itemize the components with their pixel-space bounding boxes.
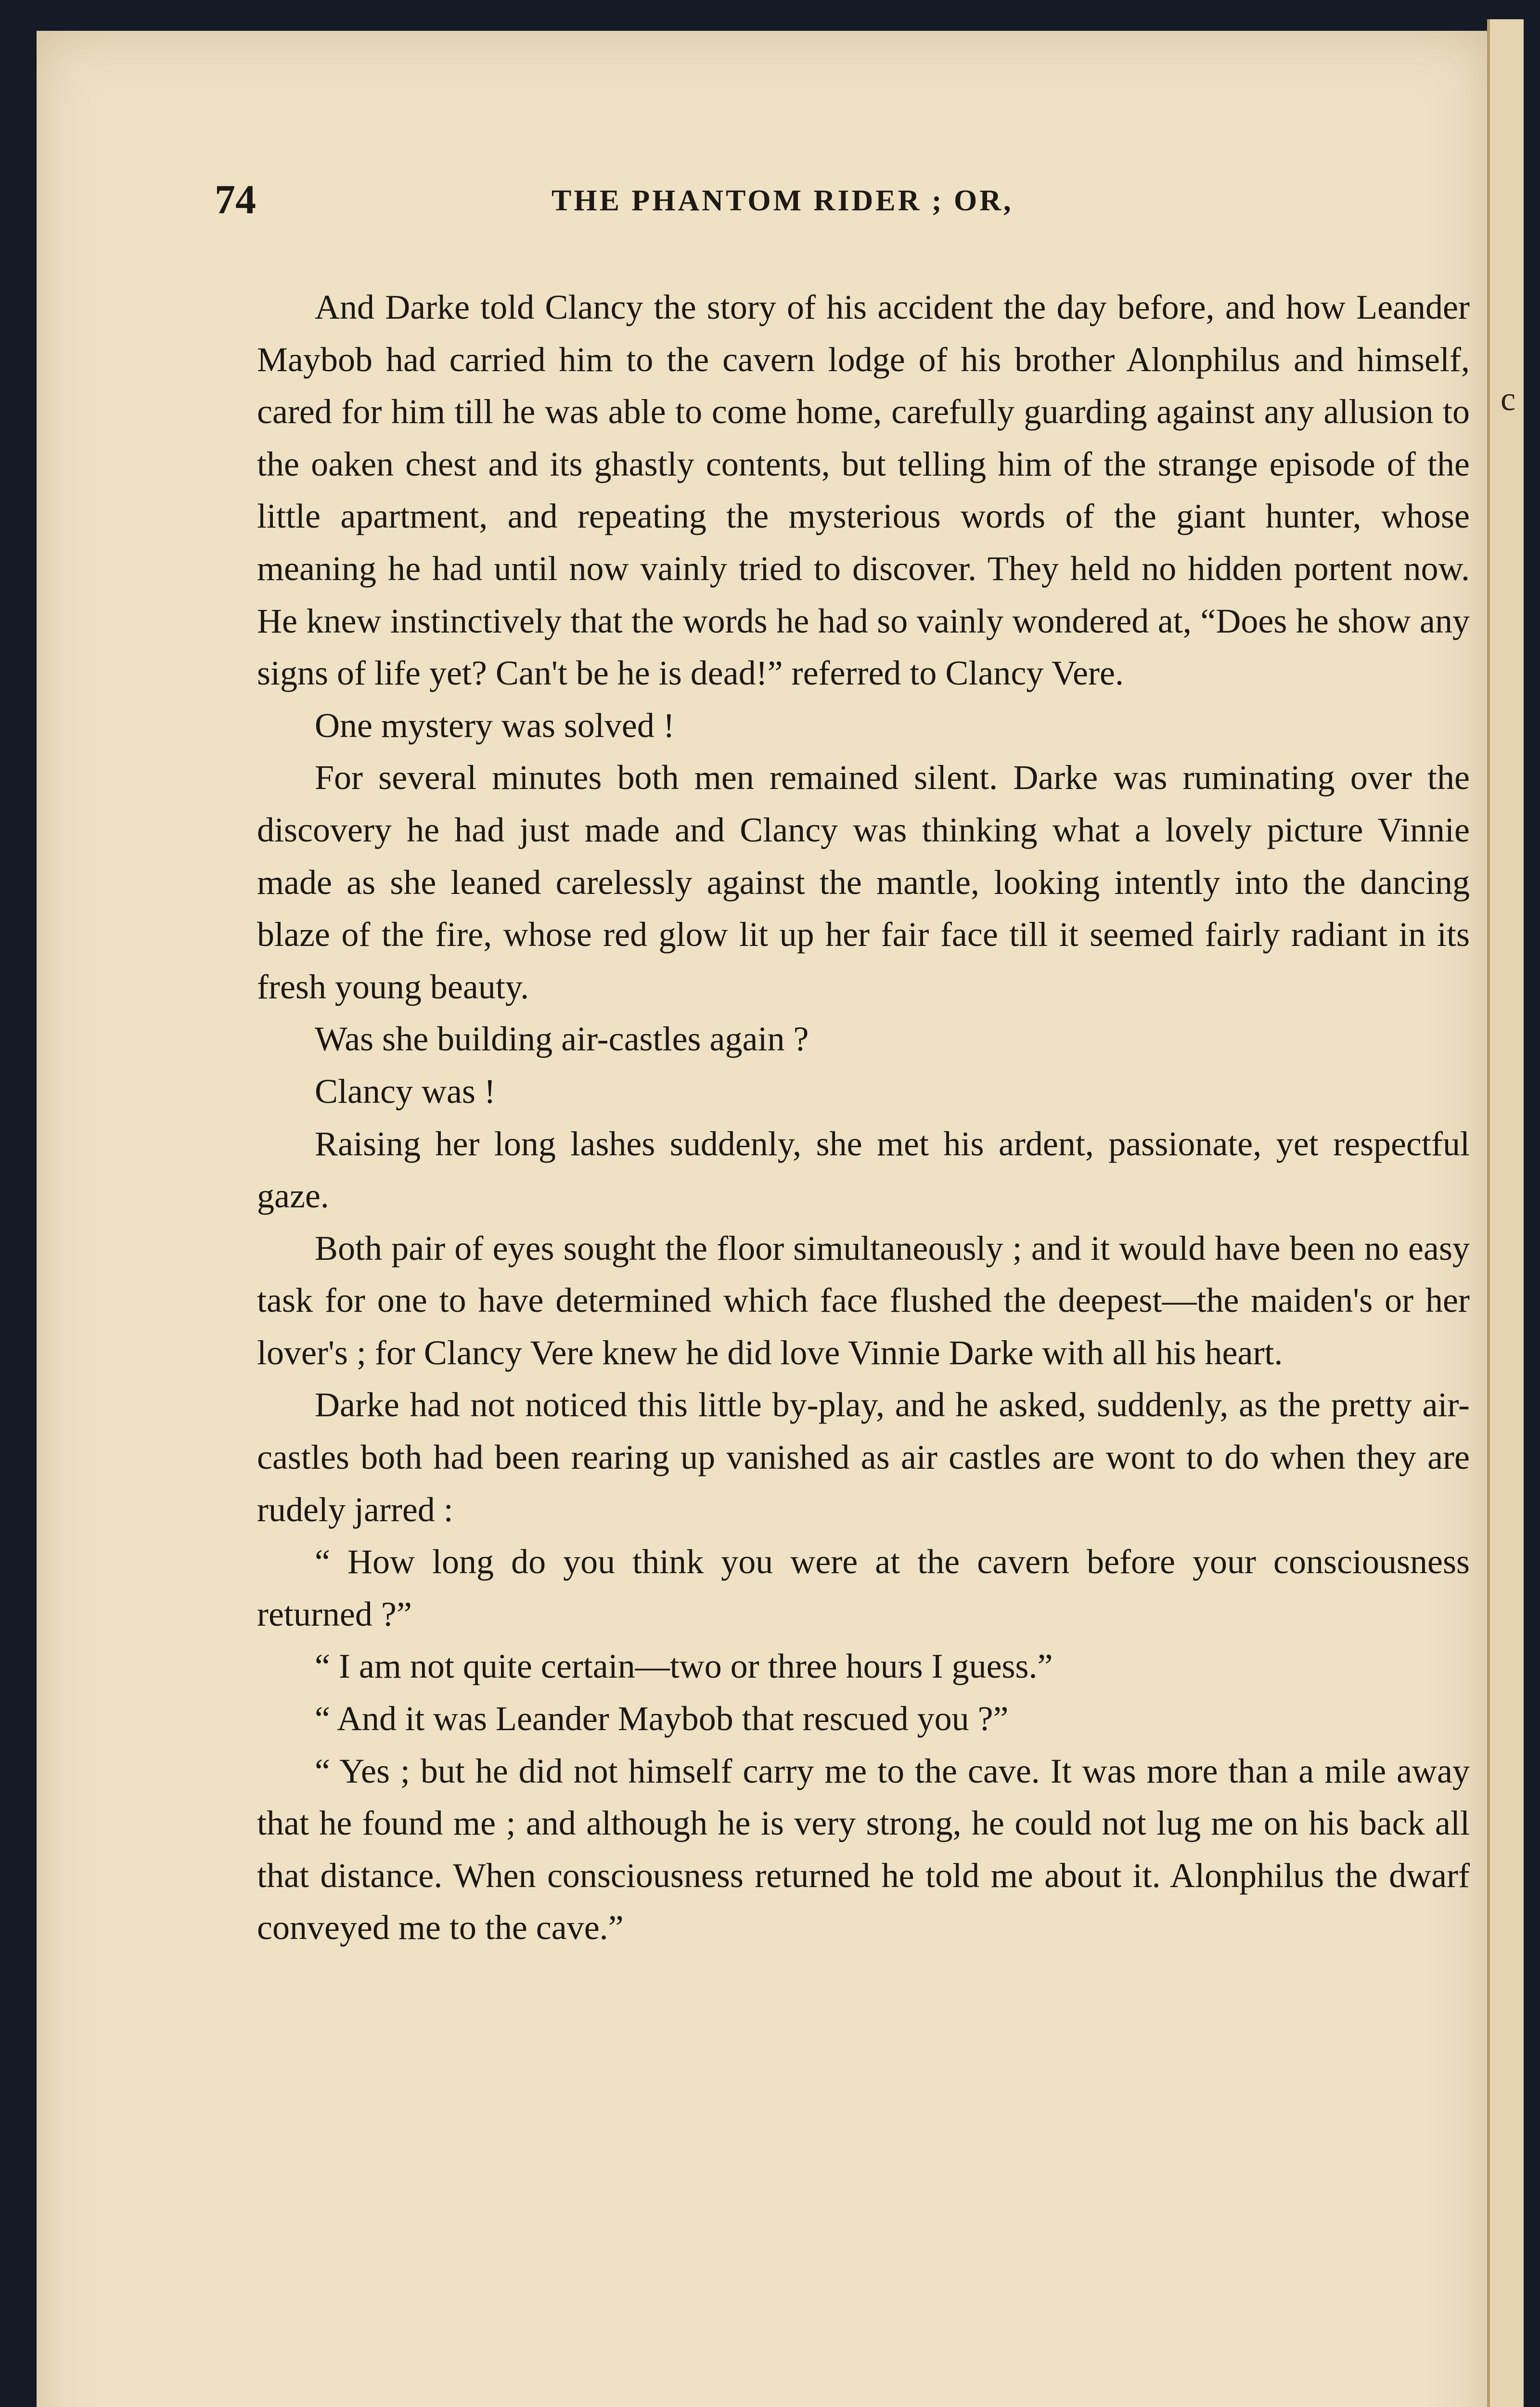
paragraph: “ And it was Leander Maybob that rescued you ?” <box>315 1699 1009 1738</box>
page-header <box>215 175 1466 228</box>
paragraph: Both pair of eyes sought the floor simultaneously ; and it would have been no easy task for one to have determined which face flushed the deepest—the maiden's or her lover's ; for Clancy Vere knew he did love Vinnie Darke with all his heart. <box>257 1229 1470 1372</box>
paragraph: For several minutes both men remained silent. Darke was ruminating over the discovery he had just made and Clancy was thinking what a lovely picture Vinnie made as she leaned carelessly against the mantle, looking intently into the dancing blaze of the fire, whose red glow lit up her fair face till it seemed fairly radiant in its fresh young beauty. <box>257 758 1470 1006</box>
facing-page-edge <box>1487 19 1524 2407</box>
body-text <box>257 281 1470 1954</box>
book-page <box>37 31 1487 2407</box>
paragraph: And Darke told Clancy the story of his accident the day before, and how Leander Maybob had carried him to the cavern lodge of his brother Alonphilus and himself, cared for him till he was able to come home, carefully guarding against any allusion to the oaken chest and its ghastly contents, but telling him of the strange episode of the little apartment, and repeating the mysterious words of the giant hunter, whose meaning he had until now vainly tried to discover. They held no hidden portent now. He knew instinctively that the words he had so vainly wondered at, “Does he show any signs of life yet? Can't be he is dead!” referred to Clancy Vere. <box>257 288 1470 693</box>
running-title: THE PHANTOM RIDER ; OR, <box>552 184 1014 217</box>
paragraph: “ How long do you think you were at the cavern before your consciousness returned ?” <box>257 1542 1470 1633</box>
paragraph: Was she building air-castles again ? <box>315 1020 809 1059</box>
paragraph: “ I am not quite certain—two or three hours I guess.” <box>315 1647 1053 1686</box>
paragraph: Raising her long lashes suddenly, she met his ardent, passionate, yet respectful gaze. <box>257 1124 1470 1216</box>
paragraph: “ Yes ; but he did not himself carry me to the cave. It was more than a mile away that he found me ; and although he is very strong, he could not lug me on his back all that distance. When consciousness returned he told me about it. Alonphilus the dwarf conveyed me to the cave.” <box>257 1751 1470 1947</box>
facing-page-letter: c <box>1501 381 1516 418</box>
page-number: 74 <box>215 176 256 222</box>
paragraph: One mystery was solved ! <box>315 706 675 745</box>
paragraph: Darke had not noticed this little by-play, and he asked, suddenly, as the pretty air-castles both had been rearing up vanished as air castles are wont to do when they are rudely jarred : <box>257 1385 1470 1529</box>
paragraph: Clancy was ! <box>315 1072 496 1111</box>
